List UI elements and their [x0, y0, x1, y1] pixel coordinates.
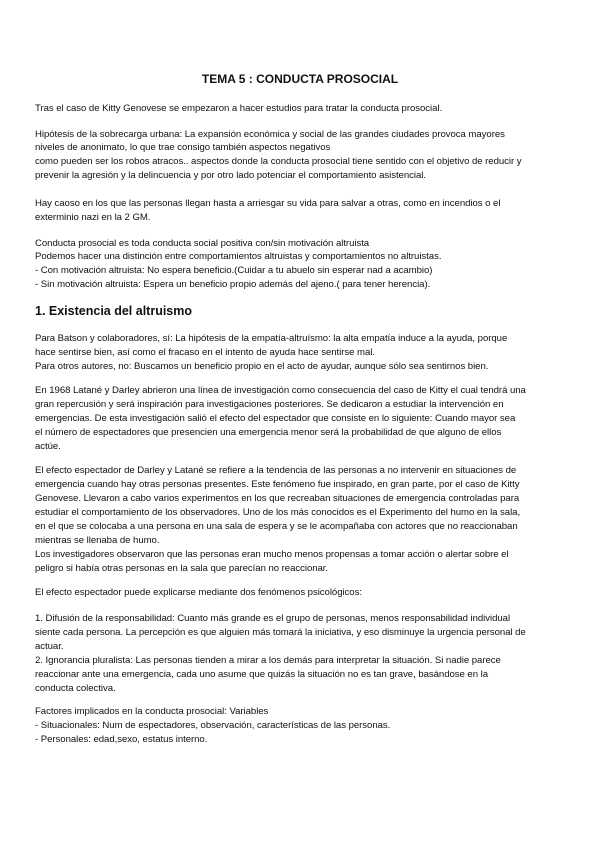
text-line: conducta colectiva.	[35, 683, 116, 694]
text-line: - Situacionales: Num de espectadores, observación, características de las personas.	[35, 720, 391, 731]
page-title: TEMA 5 : CONDUCTA PROSOCIAL	[201, 72, 399, 86]
text-line: actuar.	[35, 641, 64, 652]
text-line: emergencia cuando hay otras personas presentes. Este fenómeno fue inspirado, en gran parte, por el caso de Kitty	[35, 479, 520, 490]
text-line: Hay caoso en los que las personas llegan hasta a arriesgar su vida para salvar a otras, como en incendios o el	[35, 198, 501, 209]
text-line: El efecto espectador puede explicarse mediante dos fenómenos psicológicos:	[35, 587, 362, 598]
text-line: Conducta prosocial es toda conducta social positiva con/sin motivación altruista	[35, 238, 370, 249]
text-line: - Sin motivación altruista: Espera un beneficio propio además del ajeno.( para tener herencia).	[35, 279, 431, 290]
text-line: Factores implicados en la conducta prosocial: Variables	[35, 706, 269, 717]
text-line: actúe.	[35, 441, 61, 452]
text-line: Hipótesis de la sobrecarga urbana: La expansión económica y social de las grandes ciudades provoca mayores	[35, 129, 505, 140]
text-line: En 1968 Latané y Darley abrieron una línea de investigación como consecuencia del caso de Kitty el cual tendrá una	[35, 385, 526, 396]
text-line: - Personales: edad,sexo, estatus interno.	[35, 734, 208, 745]
text-line: hace sentirse bien, así como el fracaso en el intento de ayuda hace sentirse mal.	[35, 347, 375, 358]
text-line: 2. Ignorancia pluralista: Las personas tienden a mirar a los demás para interpretar la situación. Si nadie parece	[35, 655, 501, 666]
text-line: prevenir la agresión y la delincuencia y por otro lado potenciar el comportamiento asistencial.	[35, 170, 426, 181]
text-line: mientras se llenaba de humo.	[35, 535, 160, 546]
text-line: siente cada persona. La percepción es que alguien más tomará la iniciativa, y eso disminuye la urgencia personal de	[35, 627, 526, 638]
text-line: como pueden ser los robos atracos.. aspectos donde la conducta prosocial tiene sentido con el objetivo de reducir y	[35, 156, 522, 167]
text-line: Tras el caso de Kitty Genovese se empezaron a hacer estudios para tratar la conducta prosocial.	[35, 103, 443, 114]
text-line: estudiar el comportamiento de los observadores. Uno de los más conocidos es el Experimento del humo en la sala,	[35, 507, 521, 518]
section-heading: 1. Existencia del altruismo	[35, 304, 193, 318]
text-line: emergencias. De esta investigación salió el efecto del espectador que consiste en lo siguiente: Cuando mayor sea	[35, 413, 516, 424]
text-line: Los investigadores observaron que las personas eran mucho menos propensas a tomar acción o alertar sobre el	[35, 549, 509, 560]
text-line: - Con motivación altruista: No espera beneficio.(Cuidar a tu abuelo sin esperar nad a acambio)	[35, 265, 433, 276]
text-line: exterminio nazi en la 2 GM.	[35, 212, 151, 223]
text-line: Podemos hacer una distinción entre comportamientos altruistas y comportamientos no altruistas.	[35, 251, 442, 262]
text-line: gran repercusión y será inspiración para investigaciones posteriores. Se dedicaron a estudiar la intervención en	[35, 399, 504, 410]
text-line: en el que se colocaba a una persona en una sala de espera y se le acompañaba con actores que no reaccionaban	[35, 521, 518, 532]
text-line: Genovese. Llevaron a cabo varios experimentos en los que recreaban situaciones de emergencia controladas para	[35, 493, 520, 504]
text-line: el número de espectadores que presencien una emergencia menor será la probabilidad de que alguno de ellos	[35, 427, 502, 438]
text-line: 1. Difusión de la responsabilidad: Cuanto más grande es el grupo de personas, menos responsabilidad individual	[35, 613, 511, 624]
text-line: reaccionar ante una emergencia, cada uno asume que quizás la situación no es tan grave, basándose en la	[35, 669, 488, 680]
text-line: peligro si había otras personas en la sala que parecían no reaccionar.	[35, 563, 329, 574]
text-line: niveles de anonimato, lo que trae consigo también aspectos negativos	[35, 142, 331, 153]
text-line: Para otros autores, no: Buscamos un beneficio propio en el acto de ayudar, aunque sólo sea sentirnos bien.	[35, 361, 489, 372]
text-line: El efecto espectador de Darley y Latané se refiere a la tendencia de las personas a no intervenir en situaciones de	[35, 465, 517, 476]
text-line: Para Batson y colaboradores, sí: La hipótesis de la empatía-altruísmo: la alta empatía induce a la ayuda, porque	[35, 333, 508, 344]
